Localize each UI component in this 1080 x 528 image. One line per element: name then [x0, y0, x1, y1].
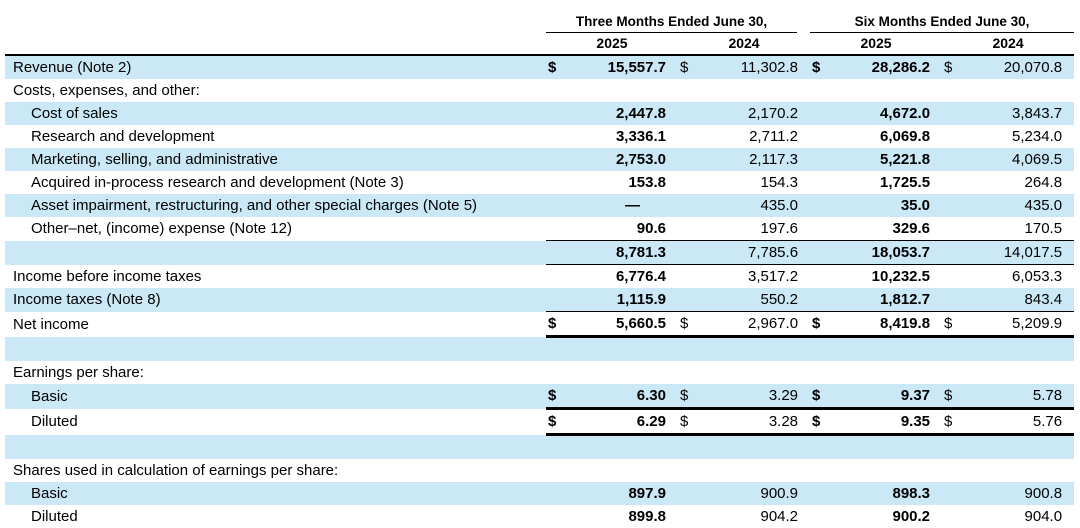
dollar-sign: $: [678, 312, 700, 337]
value-cell: 15,557.7: [568, 55, 678, 79]
spacer-cell: [942, 482, 964, 505]
spacer-cell: [832, 361, 942, 384]
year-header: 2024: [678, 33, 810, 55]
dollar-sign: $: [678, 409, 700, 435]
spacer-cell: [5, 435, 546, 460]
spacer-cell: [700, 435, 810, 460]
spacer-cell: [942, 148, 964, 171]
value-cell: 2,117.3: [700, 148, 810, 171]
dollar-sign: $: [942, 55, 964, 79]
spacer-cell: [546, 265, 568, 289]
spacer-cell: [678, 148, 700, 171]
spacer-cell: [964, 459, 1074, 482]
spacer-cell: [810, 194, 832, 217]
value-cell: 90.6: [636, 220, 666, 237]
table-row-section-eps: [5, 361, 1074, 384]
spacer-cell: [810, 435, 832, 460]
value-cell: 4,672.0: [832, 102, 942, 125]
value-cell: 2,711.2: [749, 128, 799, 145]
spacer-cell: [942, 217, 964, 241]
value-cell: 8,781.3: [568, 241, 678, 265]
spacer-cell: [678, 361, 700, 384]
table-row-research-development: [5, 125, 1074, 148]
value-cell: 3.29: [700, 384, 810, 409]
value-cell: 170.5: [1024, 220, 1063, 237]
value-cell: 6,069.8: [879, 128, 931, 145]
value-cell: 6,776.4: [568, 265, 678, 289]
dollar-sign: $: [942, 312, 964, 337]
row-label: Diluted: [31, 508, 78, 525]
table-row-shares-diluted: [5, 505, 1074, 528]
spacer-cell: [546, 435, 568, 460]
table-row-marketing-selling-admin: [5, 148, 1074, 171]
spacer-cell: [546, 148, 568, 171]
row-label: Net income: [13, 315, 89, 333]
value-cell: 5,209.9: [964, 312, 1074, 337]
spacer-cell: [678, 102, 700, 125]
value-cell: 2,447.8: [568, 102, 678, 125]
spacer-cell: [810, 459, 832, 482]
value-cell: 6,053.3: [964, 265, 1074, 289]
spacer-cell: [810, 505, 832, 528]
dollar-sign: $: [678, 55, 700, 79]
spacer-cell: [546, 482, 568, 505]
spacer-cell: [678, 505, 700, 528]
spacer-cell: [546, 241, 568, 265]
year-header: 2024: [942, 33, 1074, 55]
row-label: Shares used in calculation of earnings per share:: [13, 462, 339, 479]
dollar-sign: $: [546, 55, 568, 79]
spacer-cell: [810, 482, 832, 505]
row-label: Marketing, selling, and administrative: [5, 148, 546, 171]
value-cell: 900.8: [964, 482, 1074, 505]
table-row-shares-basic: [5, 482, 1074, 505]
spacer-cell: [832, 79, 942, 102]
value-cell: 2,170.2: [700, 102, 810, 125]
value-cell: 11,302.8: [700, 55, 810, 79]
value-cell: 5,221.8: [832, 148, 942, 171]
dollar-sign: $: [810, 409, 832, 435]
value-cell: 7,785.6: [700, 241, 810, 265]
value-cell: 153.8: [628, 174, 666, 191]
period-header-label: Six Months Ended June 30,: [810, 13, 1074, 33]
period-header-label: Three Months Ended June 30,: [546, 13, 797, 33]
spacer-cell: [546, 125, 568, 148]
row-label: Other–net, (income) expense (Note 12): [31, 220, 292, 238]
spacer-cell: [678, 288, 700, 312]
spacer-cell: [942, 337, 964, 362]
spacer-cell: [810, 148, 832, 171]
value-cell: 3,843.7: [964, 102, 1074, 125]
table-row-total-costs-subtotal: [5, 241, 1074, 265]
table-row-eps-basic: [5, 384, 1074, 409]
table-row-cost-of-sales: [5, 102, 1074, 125]
spacer-cell: [678, 125, 700, 148]
table-row-other-net: [5, 217, 1074, 241]
table-row-revenue: [5, 55, 1074, 79]
spacer-cell: [678, 337, 700, 362]
spacer-cell: [546, 79, 568, 102]
value-cell: 154.3: [760, 174, 799, 191]
spacer-cell: [942, 435, 964, 460]
value-cell: 5,234.0: [1012, 128, 1063, 145]
value-cell: 20,070.8: [964, 55, 1074, 79]
spacer-cell: [942, 125, 964, 148]
value-cell: 4,069.5: [964, 148, 1074, 171]
table-row-income-taxes: [5, 288, 1074, 312]
value-cell: 2,967.0: [700, 312, 810, 337]
row-label: Cost of sales: [5, 102, 546, 125]
table-row-asset-impairment: [5, 194, 1074, 217]
value-cell: 904.0: [1024, 508, 1063, 525]
spacer-cell: [700, 79, 810, 102]
table-row-eps-diluted: [5, 409, 1074, 435]
spacer-cell: [810, 102, 832, 125]
spacer-cell: [810, 265, 832, 289]
spacer-cell: [546, 288, 568, 312]
spacer-cell: [546, 459, 568, 482]
spacer-cell: [678, 435, 700, 460]
dollar-sign: $: [810, 312, 832, 337]
value-cell: 550.2: [700, 288, 810, 312]
value-cell: 900.2: [892, 508, 931, 525]
spacer-cell: [678, 171, 700, 194]
value-cell: 3.28: [700, 409, 810, 435]
value-cell: 28,286.2: [832, 55, 942, 79]
table-row-acquired-iprd: [5, 171, 1074, 194]
spacer-cell: [810, 217, 832, 241]
dollar-sign: $: [942, 409, 964, 435]
spacer-cell: [546, 337, 568, 362]
table-row-income-before-taxes: [5, 265, 1074, 289]
spacer-cell: [964, 79, 1074, 102]
value-cell: 843.4: [964, 288, 1074, 312]
value-cell: 899.8: [628, 508, 666, 525]
row-label: Basic: [5, 482, 546, 505]
table-row-net-income: [5, 312, 1074, 337]
value-cell: 264.8: [1024, 174, 1063, 191]
spacer-cell: [678, 79, 700, 102]
spacer-cell: [700, 361, 810, 384]
value-cell: 1,725.5: [879, 174, 931, 191]
spacer-cell: [546, 217, 568, 241]
value-cell: 14,017.5: [964, 241, 1074, 265]
spacer-cell: [678, 459, 700, 482]
spacer-cell: [5, 33, 546, 55]
spacer-cell: [832, 337, 942, 362]
spacer-cell: [832, 435, 942, 460]
value-cell: 3,517.2: [700, 265, 810, 289]
dollar-sign: $: [546, 384, 568, 409]
dollar-sign: $: [942, 384, 964, 409]
year-header: 2025: [810, 33, 942, 55]
spacer-cell: [546, 171, 568, 194]
value-cell: 9.37: [832, 384, 942, 409]
value-cell: 5.76: [964, 409, 1074, 435]
dollar-sign: $: [546, 409, 568, 435]
value-cell: 6.30: [568, 384, 678, 409]
spacer-cell: [832, 459, 942, 482]
spacer-cell: [810, 288, 832, 312]
spacer-cell: [942, 241, 964, 265]
value-cell: 8,419.8: [832, 312, 942, 337]
value-cell: 18,053.7: [832, 241, 942, 265]
spacer-cell: [568, 459, 678, 482]
value-cell: —: [568, 194, 678, 217]
spacer-cell: [810, 79, 832, 102]
income-statement-table: [5, 6, 1074, 528]
spacer-cell: [964, 435, 1074, 460]
spacer-cell: [942, 361, 964, 384]
dollar-sign: $: [810, 55, 832, 79]
value-cell: 5.78: [964, 384, 1074, 409]
spacer-cell: [700, 337, 810, 362]
value-cell: 904.2: [760, 508, 799, 525]
row-label: Basic: [5, 384, 546, 409]
row-label: Acquired in-process research and development (Note 3): [31, 174, 404, 191]
spacer-cell: [678, 241, 700, 265]
value-cell: 898.3: [832, 482, 942, 505]
value-cell: 35.0: [832, 194, 942, 217]
row-label: Costs, expenses, and other:: [13, 82, 200, 99]
spacer-cell: [700, 459, 810, 482]
spacer-cell: [810, 125, 832, 148]
value-cell: 6.29: [568, 409, 678, 435]
row-label: Revenue (Note 2): [5, 55, 546, 79]
row-label: Research and development: [31, 128, 215, 145]
spacer-cell: [942, 288, 964, 312]
spacer-cell: [942, 102, 964, 125]
spacer-cell: [568, 361, 678, 384]
row-label: Earnings per share:: [13, 364, 144, 381]
value-cell: 900.9: [700, 482, 810, 505]
spacer-cell: [810, 241, 832, 265]
table-row-blank: [5, 337, 1074, 362]
spacer-cell: [964, 361, 1074, 384]
value-cell: 9.35: [832, 409, 942, 435]
value-cell: 435.0: [964, 194, 1074, 217]
dollar-sign: $: [810, 384, 832, 409]
spacer-cell: [5, 337, 546, 362]
year-header: 2025: [546, 33, 678, 55]
value-cell: 197.6: [760, 220, 799, 237]
table-row-blank: [5, 435, 1074, 460]
spacer-cell: [5, 6, 546, 33]
spacer-cell: [546, 102, 568, 125]
spacer-cell: [568, 435, 678, 460]
row-label: Asset impairment, restructuring, and other special charges (Note 5): [5, 194, 546, 217]
period-header-row: [5, 6, 1074, 33]
row-label: Income taxes (Note 8): [5, 288, 546, 312]
spacer-cell: [678, 482, 700, 505]
spacer-cell: [678, 194, 700, 217]
dollar-sign: $: [678, 384, 700, 409]
spacer-cell: [942, 79, 964, 102]
spacer-cell: [568, 79, 678, 102]
spacer-cell: [942, 171, 964, 194]
value-cell: 1,115.9: [568, 288, 678, 312]
spacer-cell: [942, 194, 964, 217]
value-cell: 1,812.7: [832, 288, 942, 312]
row-label: [5, 241, 546, 265]
spacer-cell: [810, 171, 832, 194]
value-cell: 897.9: [568, 482, 678, 505]
spacer-cell: [810, 337, 832, 362]
spacer-cell: [942, 459, 964, 482]
period-header-six-months: [810, 6, 1074, 33]
dollar-sign: $: [546, 312, 568, 337]
spacer-cell: [568, 337, 678, 362]
spacer-cell: [678, 217, 700, 241]
row-label: Diluted: [31, 413, 78, 430]
value-cell: 435.0: [700, 194, 810, 217]
spacer-cell: [942, 265, 964, 289]
table-row-section-costs: [5, 79, 1074, 102]
spacer-cell: [546, 505, 568, 528]
value-cell: 10,232.5: [832, 265, 942, 289]
spacer-cell: [678, 265, 700, 289]
table-row-section-shares: [5, 459, 1074, 482]
value-cell: 5,660.5: [568, 312, 678, 337]
value-cell: 3,336.1: [615, 128, 666, 145]
value-cell: 329.6: [892, 220, 931, 237]
spacer-cell: [964, 337, 1074, 362]
spacer-cell: [942, 505, 964, 528]
period-header-three-months: [546, 6, 810, 33]
row-label: Income before income taxes: [13, 267, 202, 285]
spacer-cell: [546, 361, 568, 384]
year-header-row: [5, 33, 1074, 55]
spacer-cell: [546, 194, 568, 217]
value-cell: 2,753.0: [568, 148, 678, 171]
spacer-cell: [810, 361, 832, 384]
